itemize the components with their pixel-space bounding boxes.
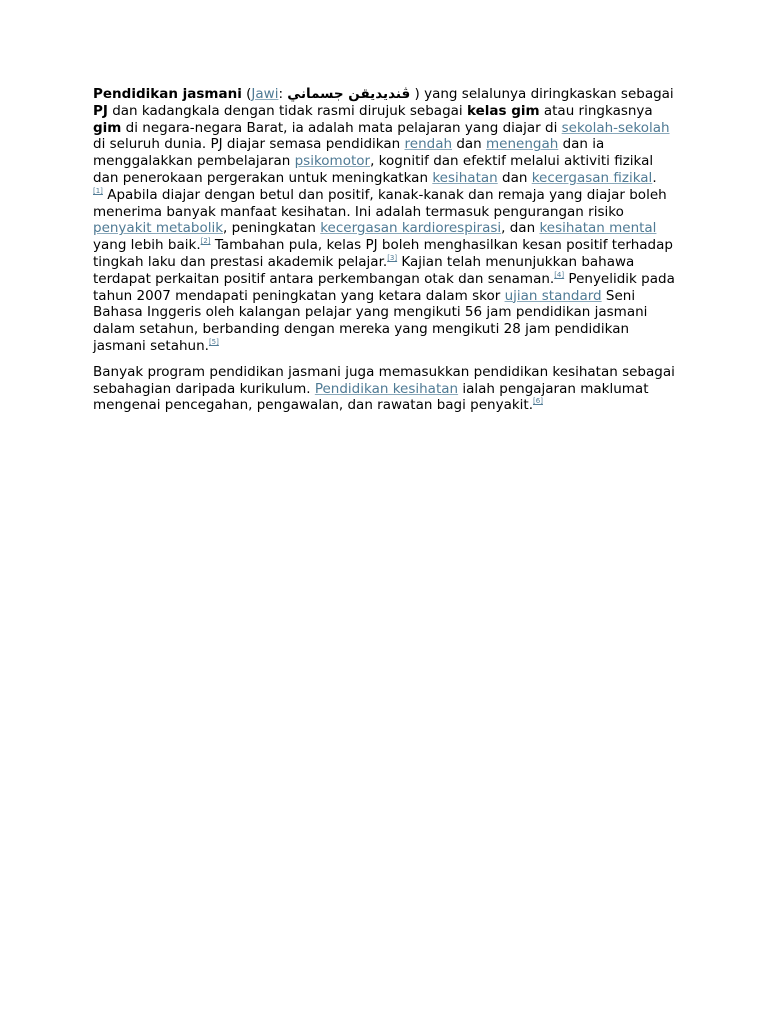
- link-rendah[interactable]: rendah: [404, 136, 453, 153]
- footnote-ref-2[interactable]: [201, 237, 211, 245]
- text-span: Seni Bahasa Inggeris oleh kalangan pelajar yang mengikuti 56 jam pendidikan jasmani dalam setahun, berbanding dengan mereka yang mengikuti 28 jam pendidikan jasmani setahun.: [93, 287, 648, 354]
- text-span: , dan: [501, 220, 540, 237]
- text-span: Tambahan pula, kelas PJ boleh menghasilkan kesan positif terhadap tingkah laku dan prestasi akademik pelajar.: [93, 237, 673, 270]
- link-kecergasan-fizikal[interactable]: kecergasan fizikal: [531, 169, 653, 186]
- footnote-link-3[interactable]: [3]: [387, 253, 398, 262]
- text-span: :: [278, 86, 288, 102]
- footnote-ref-1[interactable]: [93, 187, 103, 195]
- link-pendidikan-kesihatan[interactable]: Pendidikan kesihatan: [314, 380, 459, 397]
- text-span: Penyelidik pada tahun 2007 mendapati peningkatan yang ketara dalam skor: [93, 270, 675, 304]
- text-span: dan kadangkala dengan tidak rasmi dirujuk sebagai: [107, 102, 467, 119]
- footnote-ref-4[interactable]: [554, 271, 564, 279]
- jawi-script-term: ڤنديديقن جسماني: [287, 86, 411, 102]
- link-kesihatan[interactable]: kesihatan: [432, 169, 498, 186]
- footnote-ref-5[interactable]: [209, 338, 219, 346]
- text-span: , kognitif dan efektif melalui aktiviti fizikal dan penerokaan pergerakan untuk meningkatkan: [93, 153, 654, 186]
- footnote-link-2[interactable]: [2]: [200, 237, 211, 246]
- term-gim: gim: [93, 119, 122, 136]
- term-pendidikan-jasmani: Pendidikan jasmani: [93, 86, 242, 102]
- text-span: Apabila diajar dengan betul dan positif, kanak-kanak dan remaja yang diajar boleh menerima banyak manfaat kesihatan. Ini adalah termasuk pengurangan risiko: [93, 186, 667, 220]
- term-pj: PJ: [93, 102, 108, 119]
- text-span: Kajian telah menunjukkan bahawa terdapat perkaitan positif antara perkembangan otak dan senaman.: [93, 253, 635, 287]
- text-span: dan: [497, 169, 532, 186]
- text-span: atau ringkasnya: [539, 102, 653, 119]
- text-span: ) yang selalunya diringkaskan sebagai: [410, 86, 674, 102]
- text-span: , peningkatan: [223, 220, 321, 237]
- text-span: yang lebih baik.: [93, 237, 201, 254]
- text-span: dan ia menggalakkan pembelajaran: [93, 136, 605, 170]
- text-span: di seluruh dunia. PJ diajar semasa pendidikan: [93, 136, 405, 153]
- footnote-link-5[interactable]: [5]: [208, 337, 219, 346]
- article-body: [93, 86, 678, 423]
- text-span: Banyak program pendidikan jasmani juga memasukkan pendidikan kesihatan sebagai sebahagian daripada kurikulum.: [93, 363, 675, 397]
- link-penyakit-metabolik[interactable]: penyakit metabolik: [93, 220, 224, 237]
- link-kecergasan-kardiorespirasi[interactable]: kecergasan kardiorespirasi: [320, 220, 502, 237]
- footnote-ref-6[interactable]: [533, 397, 543, 405]
- footnote-link-1[interactable]: [1]: [93, 186, 103, 195]
- link-jawi[interactable]: Jawi: [251, 86, 279, 102]
- footnote-link-6[interactable]: [6]: [533, 397, 543, 406]
- link-menengah[interactable]: menengah: [486, 136, 559, 153]
- text-span: (: [241, 86, 252, 102]
- term-kelas-gim: kelas gim: [466, 102, 540, 119]
- link-kesihatan-mental[interactable]: kesihatan mental: [539, 220, 657, 237]
- footnote-link-4[interactable]: [4]: [554, 270, 565, 279]
- link-ujian-standard[interactable]: ujian standard: [504, 287, 602, 304]
- link-psikomotor[interactable]: psikomotor: [294, 153, 371, 170]
- text-span: ialah pengajaran maklumat mengenai pencegahan, pengawalan, dan rawatan bagi penyakit.: [93, 380, 649, 414]
- text-span: .: [652, 169, 657, 186]
- paragraph-1: [93, 86, 678, 355]
- text-span: dan: [452, 136, 487, 153]
- text-span: di negara-negara Barat, ia adalah mata pelajaran yang diajar di: [121, 119, 562, 136]
- paragraph-2: [93, 364, 678, 414]
- footnote-ref-3[interactable]: [387, 254, 397, 262]
- link-sekolah-sekolah[interactable]: sekolah-sekolah: [561, 119, 670, 136]
